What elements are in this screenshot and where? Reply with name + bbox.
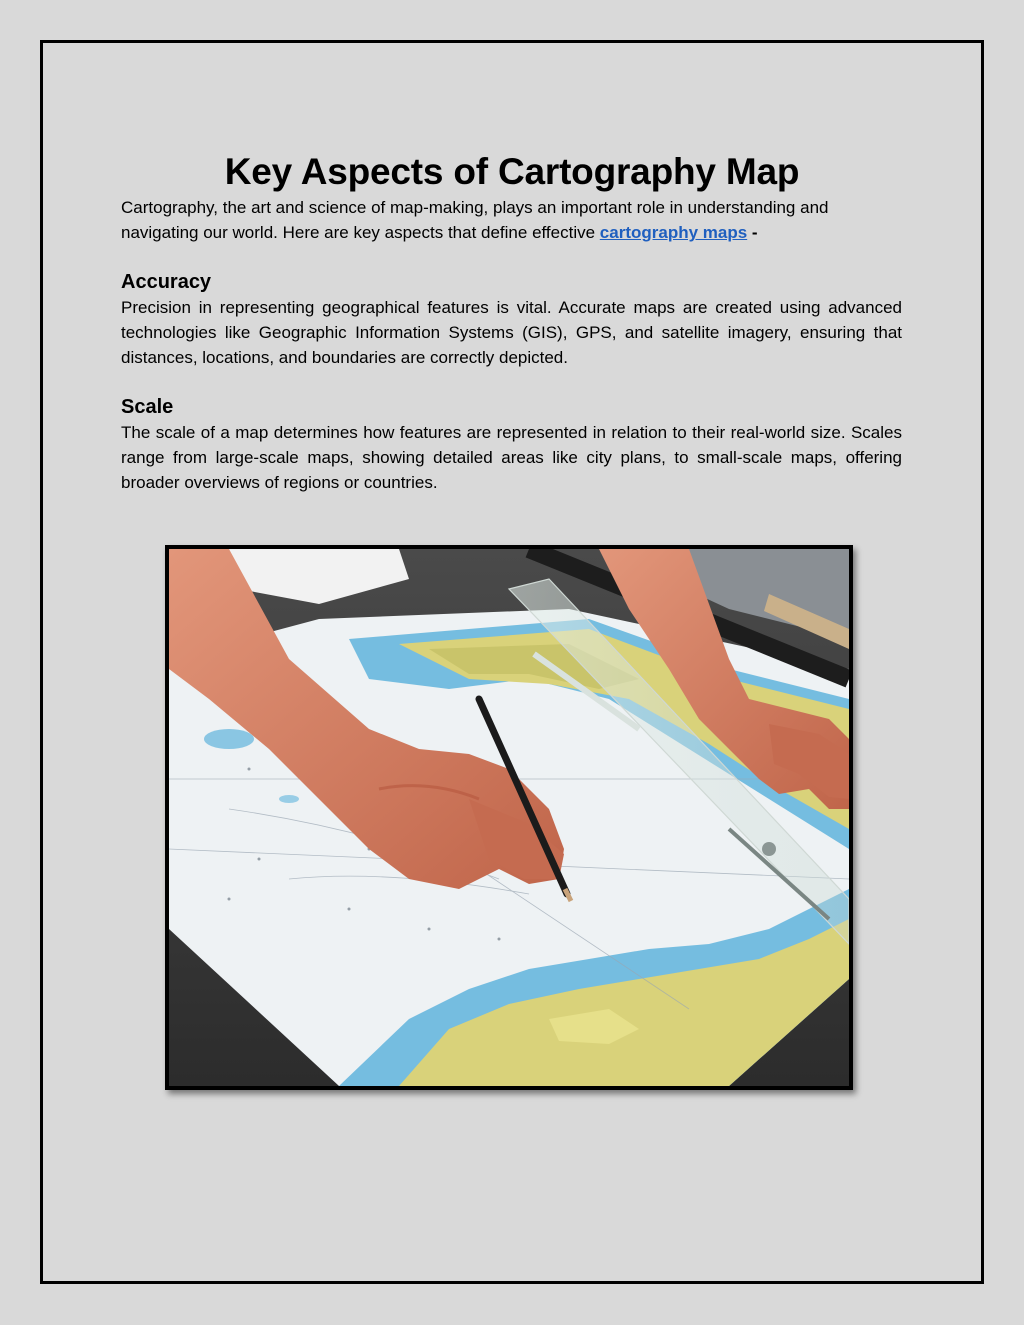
section-body-scale: The scale of a map determines how features are represented in relation to their real-world size. Scales range from large-scale maps, showing detailed areas like city plans, to small-scale maps, offering broader overviews of regions or countries. xyxy=(121,423,902,492)
intro-trailing-dash: - xyxy=(747,223,758,242)
intro-text: Cartography, the art and science of map-making, plays an important role in understanding and navigating our world. Here are key aspects that define effective xyxy=(121,198,829,242)
photo-hands-drawing-on-nautical-chart-icon xyxy=(169,549,849,1086)
page-title: Key Aspects of Cartography Map xyxy=(224,150,800,192)
section-heading-scale: Scale xyxy=(121,396,174,418)
chart-plotting-photo xyxy=(165,545,853,1090)
intro-paragraph xyxy=(121,195,902,245)
section-heading-accuracy: Accuracy xyxy=(121,271,212,293)
article-body xyxy=(121,195,902,495)
cartography-maps-link[interactable]: cartography maps xyxy=(599,223,748,242)
section-body-accuracy: Precision in representing geographical features is vital. Accurate maps are created using advanced technologies like Geographic Information Systems (GIS), GPS, and satellite imagery, ensuring that distances, locations, and boundaries are correctly depicted. xyxy=(121,298,902,367)
